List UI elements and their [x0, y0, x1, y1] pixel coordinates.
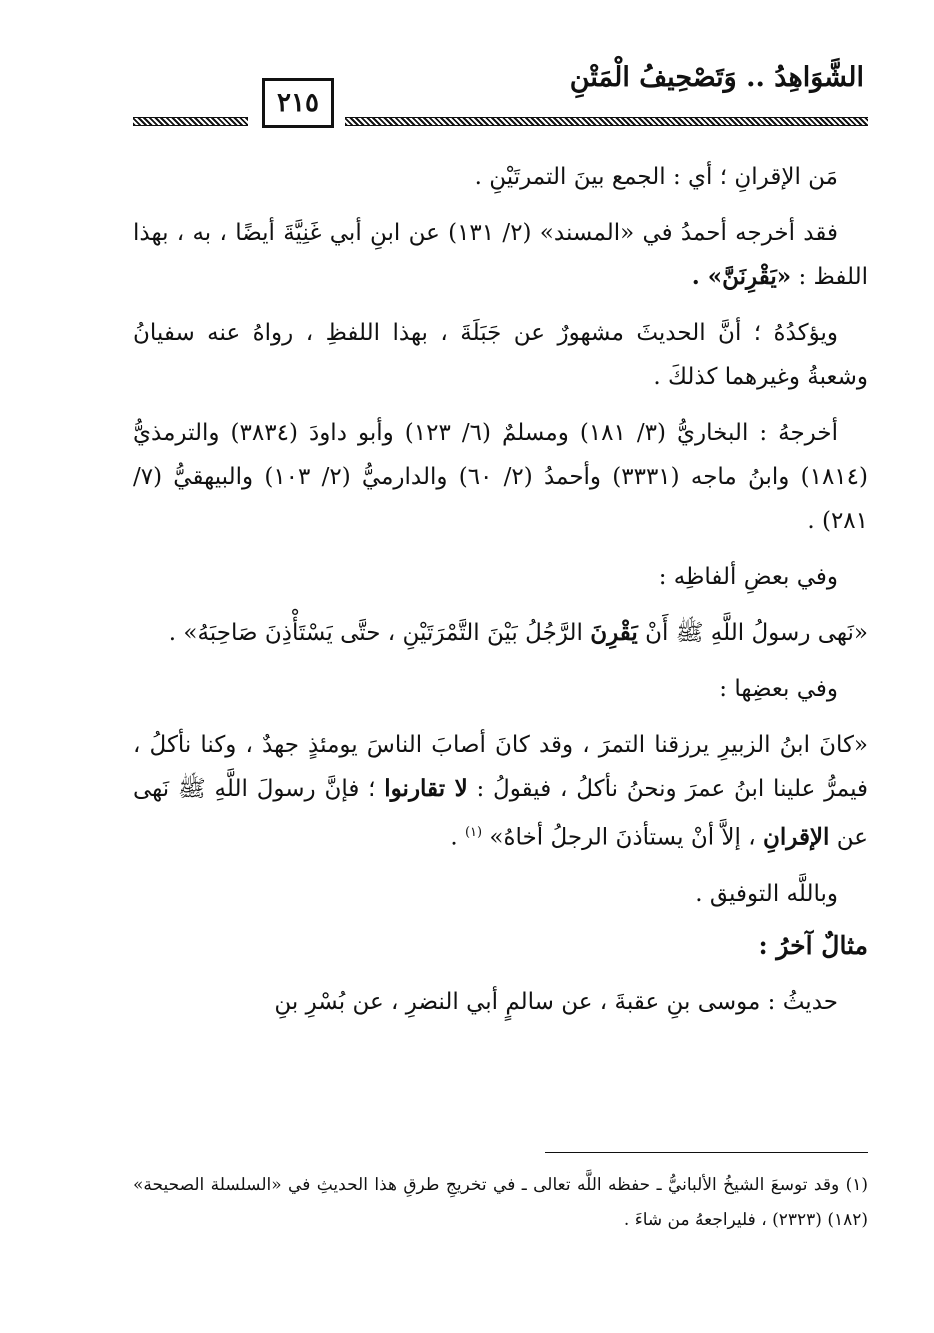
footnote-separator	[545, 1152, 868, 1153]
emphasis: لا تقارنوا	[384, 775, 468, 802]
paragraph: وفي بعضِها :	[719, 676, 838, 702]
running-title: الشَّوَاهِدُ .. وَتَصْحِيفُ الْمَتْنِ	[569, 62, 864, 93]
footnote-text: (١) وقد توسعَ الشيخُ الألبانيُّ ـ حفظه اللَّه تعالى ـ في تخريجِ طرقِ هذا الحديثِ في «السلسلة الصحيحة» (١٨٢) (٢٣٢٣) ، فليراجعهُ من شاءَ .	[133, 1175, 868, 1230]
paragraph: وفي بعضِ ألفاظِه :	[658, 564, 838, 590]
header-rule-left	[133, 117, 248, 126]
paragraph: ويؤكدُهُ ؛ أنَّ الحديثَ مشهورٌ عن جَبَلَةَ ، بهذا اللفظِ ، رواهُ عنه سفيانُ وشعبةُ وغيرهما كذلكَ .	[133, 320, 868, 390]
hadith-quote: «نَهى رسولُ اللَّهِ ﷺ أَنْ يَقْرِنَ الرَّجُلُ بَيْنَ التَّمْرَتَيْنِ ، حتَّى يَسْتَأْذِنَ صَاحِبَهُ» .	[168, 619, 868, 646]
emphasis: الإقرانِ	[762, 823, 830, 851]
section-heading: مثالٌ آخرُ :	[758, 930, 868, 960]
footnote	[133, 1168, 868, 1238]
paragraph: حديثُ : موسى بنِ عقبةَ ، عن سالمٍ أبي النضرِ ، عن بُسْرِ بنِ	[274, 988, 838, 1015]
footnote-marker: (١)	[464, 825, 483, 840]
page-number: ٢١٥	[262, 78, 334, 128]
emphasis: يَقْرِنَ	[590, 619, 638, 646]
header-rule-right	[345, 117, 868, 126]
hadith-quote: «كانَ ابنُ الزبيرِ يرزقنا التمرَ ، وقد كانَ أصابَ الناسَ يومئذٍ جهدٌ ، وكنا نأكلُ ، فيمرُّ علينا ابنُ عمرَ ونحنُ نأكلُ ، فيقولُ : لا تقارنوا ؛ فإنَّ رسولَ اللَّهِ ﷺ نَهى عن الإقرانِ ، إلاَّ أنْ يستأذنَ الرجلُ أخاهُ» $^{(١)}$ .	[133, 732, 869, 851]
paragraph: فقد أخرجه أحمدُ في «المسند» (٢/ ١٣١) عن ابنِ أبي غَنِيَّةَ أيضًا ، به ، بهذا اللفظ : «يَقْرِنَنَّ» .	[133, 220, 868, 290]
quoted-word: «يَقْرِنَنَّ» .	[691, 263, 792, 290]
paragraph: أخرجهُ : البخاريُّ (٣/ ١٨١) ومسلمٌ (٦/ ١٢٣) وأبو داودَ (٣٨٣٤) والترمذيُّ (١٨١٤) وابنُ ماجه (٣٣٣١) وأحمدُ (٢/ ٦٠) والدارميُّ (٢/ ١٠٣) والبيهقيُّ (٧/ ٢٨١) .	[133, 420, 868, 534]
paragraph: مَن الإقرانِ ؛ أي : الجمع بينَ التمرتَيْنِ .	[474, 164, 838, 190]
body-text	[133, 155, 868, 1024]
paragraph: وباللَّه التوفيق .	[695, 880, 838, 907]
